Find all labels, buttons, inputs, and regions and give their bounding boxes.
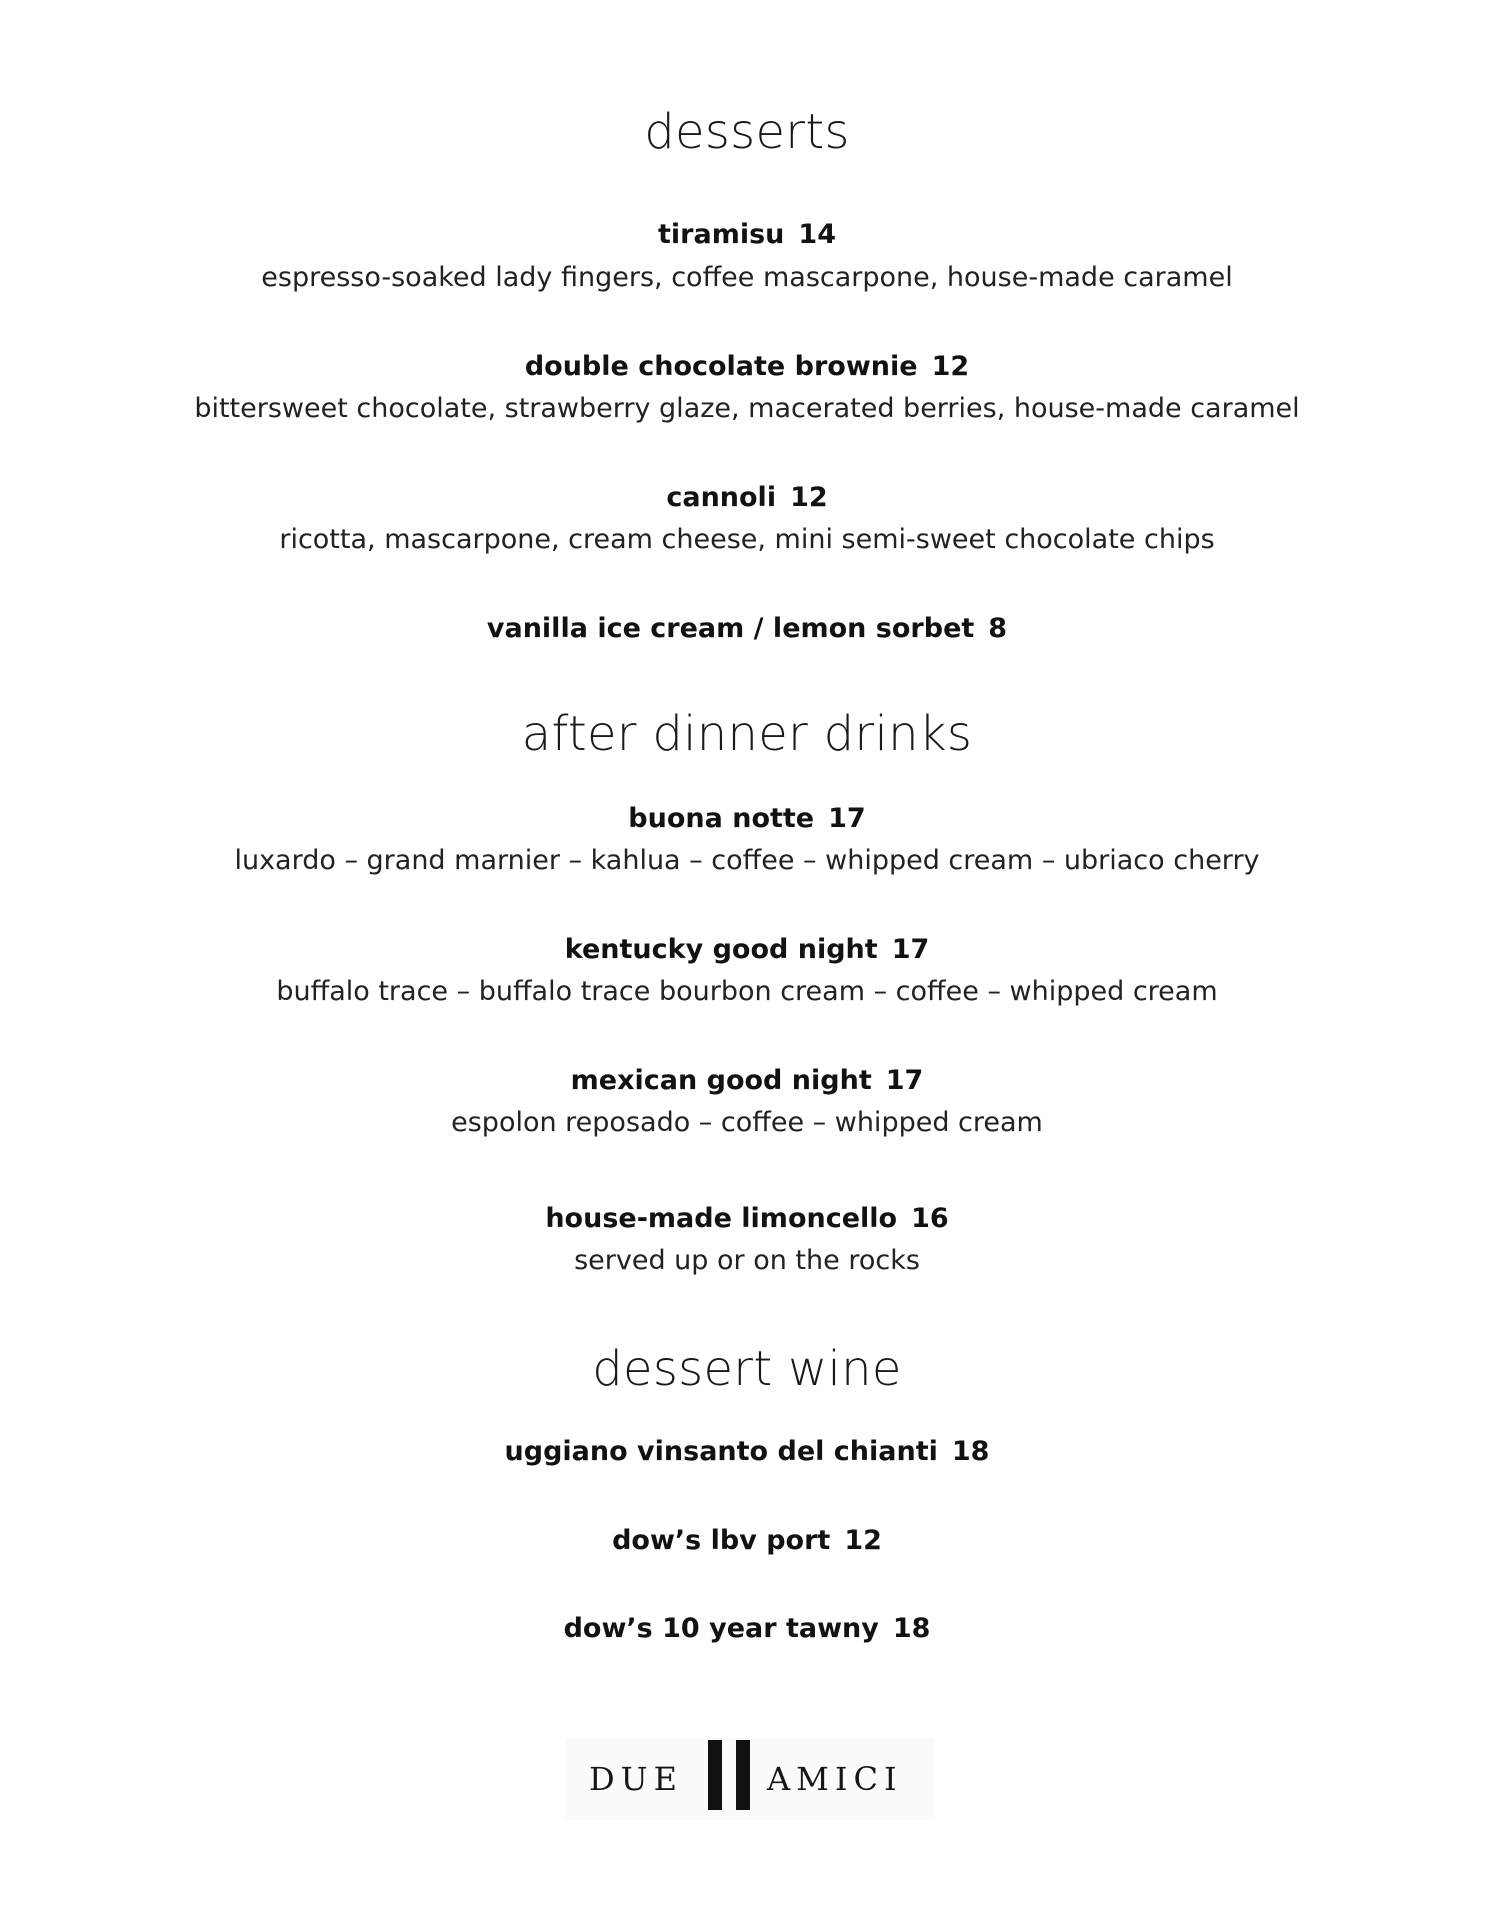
menu-item-name: kentucky good night: [564, 934, 878, 965]
menu-item-name: dow’s lbv port: [612, 1525, 831, 1556]
menu-item-name: dow’s 10 year tawny: [563, 1613, 879, 1644]
menu-item-title: [0, 613, 1494, 644]
menu-item-title: [0, 934, 1494, 965]
menu-item-description: buffalo trace – buffalo trace bourbon cream – coffee – whipped cream: [276, 976, 1218, 1007]
menu-item-price: 12: [931, 351, 970, 382]
menu-item-price: 18: [951, 1436, 990, 1467]
logo-bar: [736, 1740, 750, 1810]
menu-item-title: [0, 1613, 1494, 1644]
menu-item-price: 14: [798, 219, 836, 250]
menu-item-price: 17: [828, 803, 866, 834]
menu-item-price: 16: [911, 1203, 949, 1234]
logo-word-left: DUE: [589, 1760, 683, 1798]
menu-item-name: buona notte: [628, 803, 815, 834]
menu-item-name: house-made limoncello: [545, 1203, 898, 1234]
menu-item-price: 18: [892, 1613, 931, 1644]
menu-item-price: 12: [790, 482, 828, 513]
menu-item-description: bittersweet chocolate, strawberry glaze, macerated berries, house-made caramel: [194, 393, 1300, 424]
menu-item-price: 17: [885, 1065, 924, 1096]
menu-item-name: mexican good night: [570, 1065, 872, 1096]
menu-item-price: 17: [891, 934, 930, 965]
menu-item-name: uggiano vinsanto del chianti: [504, 1436, 938, 1467]
section-heading-dessert-wine: dessert wine: [592, 1341, 902, 1397]
menu-item-description: luxardo – grand marnier – kahlua – coffee – whipped cream – ubriaco cherry: [234, 845, 1260, 876]
menu-item-name: double chocolate brownie: [524, 351, 918, 382]
menu-item-description: served up or on the rocks: [574, 1245, 920, 1276]
menu-item-description: espolon reposado – coffee – whipped cream: [451, 1107, 1043, 1138]
section-heading-after-dinner-drinks: after dinner drinks: [521, 706, 973, 762]
menu-item-name: tiramisu: [658, 219, 785, 250]
menu-item-name: vanilla ice cream / lemon sorbet: [486, 613, 975, 644]
logo-word-right: AMICI: [767, 1760, 903, 1798]
menu-item-price: 8: [988, 613, 1008, 644]
menu-item-title: [0, 482, 1494, 513]
menu-item-description: espresso-soaked lady fingers, coffee mascarpone, house-made caramel: [261, 262, 1233, 293]
menu-item-description: ricotta, mascarpone, cream cheese, mini semi-sweet chocolate chips: [279, 524, 1215, 555]
section-heading-desserts: desserts: [644, 104, 850, 160]
menu-item-price: 12: [844, 1525, 882, 1556]
menu-item-title: [0, 1525, 1494, 1556]
menu-item-title: [0, 1065, 1494, 1096]
logo-bar: [708, 1740, 722, 1810]
menu-item-title: [0, 1436, 1494, 1467]
menu-item-title: [0, 803, 1494, 834]
menu-item-name: cannoli: [666, 482, 777, 513]
restaurant-logo: [565, 1738, 935, 1820]
logo-double-bar-icon: [708, 1740, 754, 1810]
menu-item-title: [0, 351, 1494, 382]
menu-item-title: [0, 219, 1494, 250]
menu-item-title: [0, 1203, 1494, 1234]
